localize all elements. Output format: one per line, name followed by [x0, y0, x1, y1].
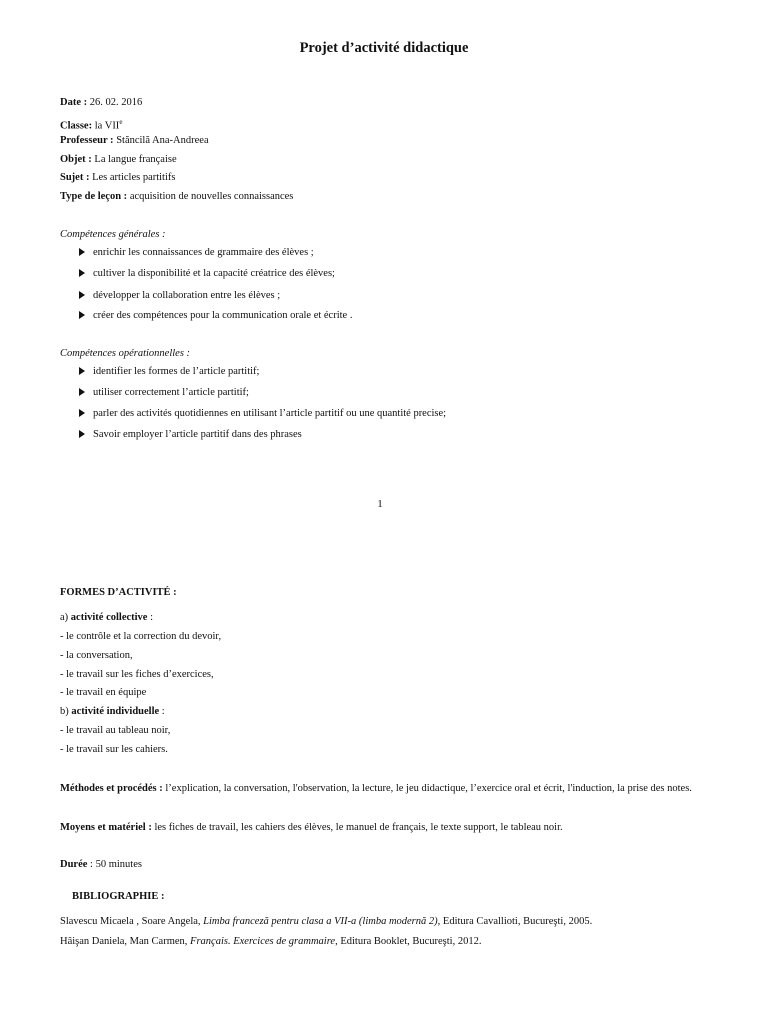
list-item: cultiver la disponibilité et la capacité créatrice des élèves;	[79, 267, 335, 281]
methodes-label: Méthodes et procédés :	[60, 783, 163, 794]
bibliographie-heading: BIBLIOGRAPHIE :	[72, 891, 165, 902]
page-number: 1	[377, 498, 383, 510]
list-item: Savoir employer l’article partitif dans des phrases	[79, 428, 302, 442]
arrow-bullet-icon	[79, 388, 85, 396]
methodes-paragraph	[60, 782, 710, 796]
list-item: parler des activités quotidiennes en utilisant l’article partitif ou une quantité precise;	[79, 407, 446, 421]
competences-operationnelles-heading: Compétences opérationnelles :	[60, 348, 191, 359]
arrow-bullet-icon	[79, 430, 85, 438]
list-item: développer la collaboration entre les élèves ;	[79, 289, 280, 303]
formes-heading: FORMES D’ACTIVITÉ :	[60, 587, 177, 598]
classe-sup: e	[119, 118, 123, 126]
arrow-bullet-icon	[79, 367, 85, 375]
type-line	[60, 190, 293, 204]
list-item: - le travail sur les fiches d’exercices,	[60, 669, 214, 680]
date-label: Date :	[60, 97, 88, 108]
duree-label: Durée	[60, 859, 88, 870]
arrow-bullet-icon	[79, 291, 85, 299]
classe-line	[60, 115, 122, 134]
list-item: créer des compétences pour la communication orale et écrite .	[79, 309, 352, 323]
bibliography-entry: Hâişan Daniela, Man Carmen, Français. Exercices de grammaire, Editura Booklet, Bucureşti, 2012.	[60, 936, 482, 947]
list-item: identifier les formes de l’article partitif;	[79, 365, 259, 379]
objet-value: La langue française	[91, 154, 177, 165]
duree-line	[60, 858, 142, 872]
document-title: Projet d’activité didactique	[299, 40, 469, 56]
date-value: 26. 02. 2016	[87, 97, 143, 108]
moyens-paragraph	[60, 821, 563, 835]
objet-line	[60, 153, 177, 167]
type-value: acquisition de nouvelles connaissances	[127, 191, 294, 202]
list-item: - le travail en équipe	[60, 687, 147, 698]
activite-collective-label: activité collective	[70, 612, 148, 623]
list-item: - le travail sur les cahiers.	[60, 744, 168, 755]
sujet-line	[60, 171, 175, 185]
activite-collective-line: a) activité collective :	[60, 612, 154, 623]
objet-label: Objet :	[60, 154, 92, 165]
classe-label: Classe:	[60, 120, 93, 132]
professeur-line	[60, 134, 209, 148]
arrow-bullet-icon	[79, 311, 85, 319]
bibliography-entry: Slavescu Micaela , Soare Angela, Limba franceză pentru clasa a VII-a (limba modernă 2), Editura Cavallioti, Bucureşti, 2005.	[60, 916, 593, 927]
arrow-bullet-icon	[79, 269, 85, 277]
activite-individuelle-label: activité individuelle	[71, 706, 160, 717]
list-item: - le contrôle et la correction du devoir,	[60, 631, 222, 642]
list-item: - la conversation,	[60, 650, 133, 661]
list-item: enrichir les connaissances de grammaire des élèves ;	[79, 246, 314, 260]
methodes-text: l’explication, la conversation, l'observation, la lecture, le jeu didactique, l’exercice oral et écrit, l'induction, la prise des notes.	[162, 783, 692, 794]
date-line	[60, 96, 142, 110]
moyens-label: Moyens et matériel :	[60, 822, 152, 833]
activite-individuelle-line: b) activité individuelle :	[60, 706, 165, 717]
type-label: Type de leçon :	[60, 191, 128, 202]
list-item: - le travail au tableau noir,	[60, 725, 171, 736]
classe-value: la VII	[92, 120, 120, 132]
list-item: utiliser correctement l’article partitif;	[79, 386, 249, 400]
professeur-label: Professeur :	[60, 135, 114, 146]
arrow-bullet-icon	[79, 409, 85, 417]
duree-text: : 50 minutes	[87, 859, 142, 870]
sujet-value: Les articles partitifs	[89, 172, 176, 183]
arrow-bullet-icon	[79, 248, 85, 256]
sujet-label: Sujet :	[60, 172, 90, 183]
moyens-text: les fiches de travail, les cahiers des élèves, le manuel de français, le texte support, le tableau noir.	[151, 822, 563, 833]
competences-generales-heading: Compétences générales :	[60, 229, 166, 240]
professeur-value: Stăncilă Ana-Andreea	[113, 135, 209, 146]
